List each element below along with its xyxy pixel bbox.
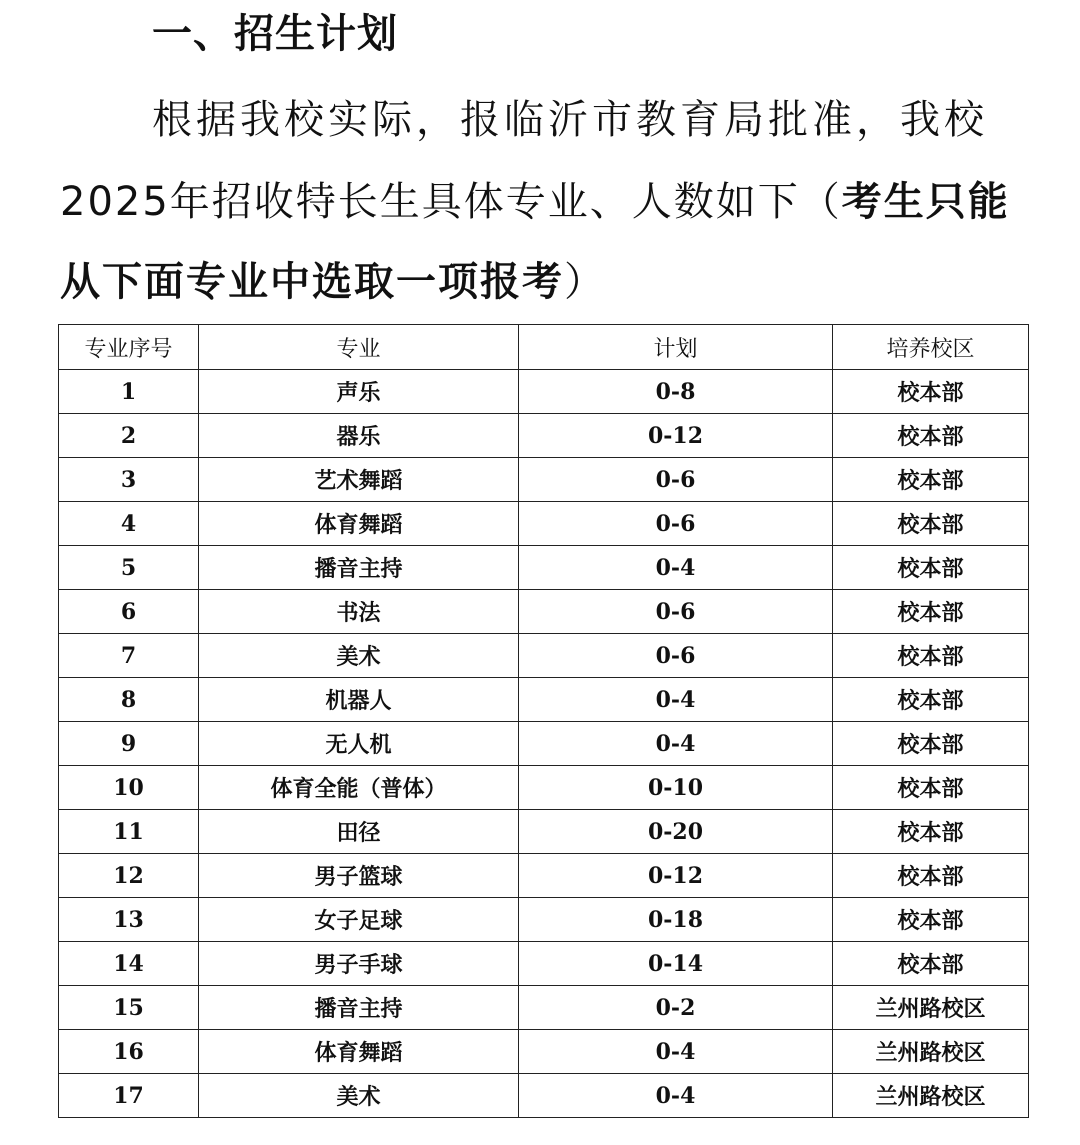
cell-major: 美术: [199, 634, 519, 678]
section-heading: 一、招生计划: [152, 11, 398, 57]
table-row: [59, 634, 1029, 678]
cell-campus: 校本部: [833, 414, 1029, 458]
table-row: [59, 414, 1029, 458]
enrollment-plan-table: [58, 324, 1029, 1118]
table-body: [59, 370, 1029, 1118]
table-row: [59, 1030, 1029, 1074]
cell-major: 田径: [199, 810, 519, 854]
cell-campus: 校本部: [833, 766, 1029, 810]
cell-major: 艺术舞蹈: [199, 458, 519, 502]
cell-plan: 0-8: [519, 370, 833, 414]
table-row: [59, 458, 1029, 502]
cell-major: 男子手球: [199, 942, 519, 986]
cell-major: 体育舞蹈: [199, 1030, 519, 1074]
cell-plan: 0-10: [519, 766, 833, 810]
cell-plan: 0-12: [519, 414, 833, 458]
cell-campus: 校本部: [833, 854, 1029, 898]
cell-major: 体育全能（普体）: [199, 766, 519, 810]
cell-major: 播音主持: [199, 546, 519, 590]
cell-campus: 兰州路校区: [833, 1030, 1029, 1074]
table-row: [59, 502, 1029, 546]
cell-major: 书法: [199, 590, 519, 634]
table-row: [59, 898, 1029, 942]
paragraph-line-1: [152, 88, 988, 145]
cell-campus: 兰州路校区: [833, 986, 1029, 1030]
cell-plan: 0-6: [519, 458, 833, 502]
cell-plan: 0-6: [519, 502, 833, 546]
cell-major-number: 7: [59, 634, 199, 678]
cell-major-number: 9: [59, 722, 199, 766]
header-major-number: 专业序号: [59, 325, 199, 370]
cell-major: 男子篮球: [199, 854, 519, 898]
table-row: [59, 722, 1029, 766]
header-major: 专业: [199, 325, 519, 370]
cell-campus: 校本部: [833, 678, 1029, 722]
cell-plan: 0-18: [519, 898, 833, 942]
paragraph-line-2: [60, 170, 1010, 227]
cell-major: 器乐: [199, 414, 519, 458]
table-row: [59, 942, 1029, 986]
cell-major: 机器人: [199, 678, 519, 722]
cell-major-number: 11: [59, 810, 199, 854]
cell-major-number: 1: [59, 370, 199, 414]
cell-plan: 0-4: [519, 1030, 833, 1074]
table-row: [59, 986, 1029, 1030]
cell-major-number: 15: [59, 986, 199, 1030]
cell-major-number: 13: [59, 898, 199, 942]
cell-plan: 0-4: [519, 1074, 833, 1118]
cell-campus: 校本部: [833, 898, 1029, 942]
cell-campus: 校本部: [833, 590, 1029, 634]
cell-campus: 校本部: [833, 810, 1029, 854]
paragraph-line-3: [60, 250, 606, 307]
cell-major-number: 10: [59, 766, 199, 810]
table-row: [59, 1074, 1029, 1118]
cell-plan: 0-4: [519, 722, 833, 766]
paragraph-text: 根据我校实际，报临沂市教育局批准，我校: [152, 97, 988, 143]
table-row: [59, 810, 1029, 854]
table-row: [59, 370, 1029, 414]
cell-major-number: 16: [59, 1030, 199, 1074]
cell-plan: 0-2: [519, 986, 833, 1030]
cell-campus: 校本部: [833, 546, 1029, 590]
cell-plan: 0-4: [519, 546, 833, 590]
cell-plan: 0-12: [519, 854, 833, 898]
header-campus: 培养校区: [833, 325, 1029, 370]
cell-major: 播音主持: [199, 986, 519, 1030]
cell-major-number: 17: [59, 1074, 199, 1118]
cell-major-number: 2: [59, 414, 199, 458]
cell-plan: 0-20: [519, 810, 833, 854]
cell-major: 女子足球: [199, 898, 519, 942]
cell-major: 体育舞蹈: [199, 502, 519, 546]
cell-plan: 0-6: [519, 590, 833, 634]
header-plan: 计划: [519, 325, 833, 370]
cell-major-number: 8: [59, 678, 199, 722]
cell-campus: 校本部: [833, 634, 1029, 678]
cell-major: 美术: [199, 1074, 519, 1118]
table-row: [59, 546, 1029, 590]
cell-major-number: 6: [59, 590, 199, 634]
cell-major-number: 3: [59, 458, 199, 502]
cell-campus: 校本部: [833, 502, 1029, 546]
cell-campus: 兰州路校区: [833, 1074, 1029, 1118]
cell-major-number: 4: [59, 502, 199, 546]
cell-major-number: 5: [59, 546, 199, 590]
cell-plan: 0-14: [519, 942, 833, 986]
table-row: [59, 590, 1029, 634]
cell-major-number: 14: [59, 942, 199, 986]
paragraph-emphasis: 从下面专业中选取一项报考: [60, 259, 564, 305]
cell-major: 声乐: [199, 370, 519, 414]
cell-campus: 校本部: [833, 370, 1029, 414]
cell-major: 无人机: [199, 722, 519, 766]
cell-plan: 0-6: [519, 634, 833, 678]
table-row: [59, 678, 1029, 722]
cell-major-number: 12: [59, 854, 199, 898]
cell-plan: 0-4: [519, 678, 833, 722]
cell-campus: 校本部: [833, 722, 1029, 766]
table-row: [59, 766, 1029, 810]
paragraph-emphasis: 考生只能: [841, 179, 1010, 225]
paragraph-text: 2025年招收特长生具体专业、人数如下（: [60, 179, 842, 225]
table-row: [59, 854, 1029, 898]
table-header-row: [59, 325, 1029, 370]
paragraph-text: ）: [564, 259, 606, 305]
cell-campus: 校本部: [833, 942, 1029, 986]
cell-campus: 校本部: [833, 458, 1029, 502]
